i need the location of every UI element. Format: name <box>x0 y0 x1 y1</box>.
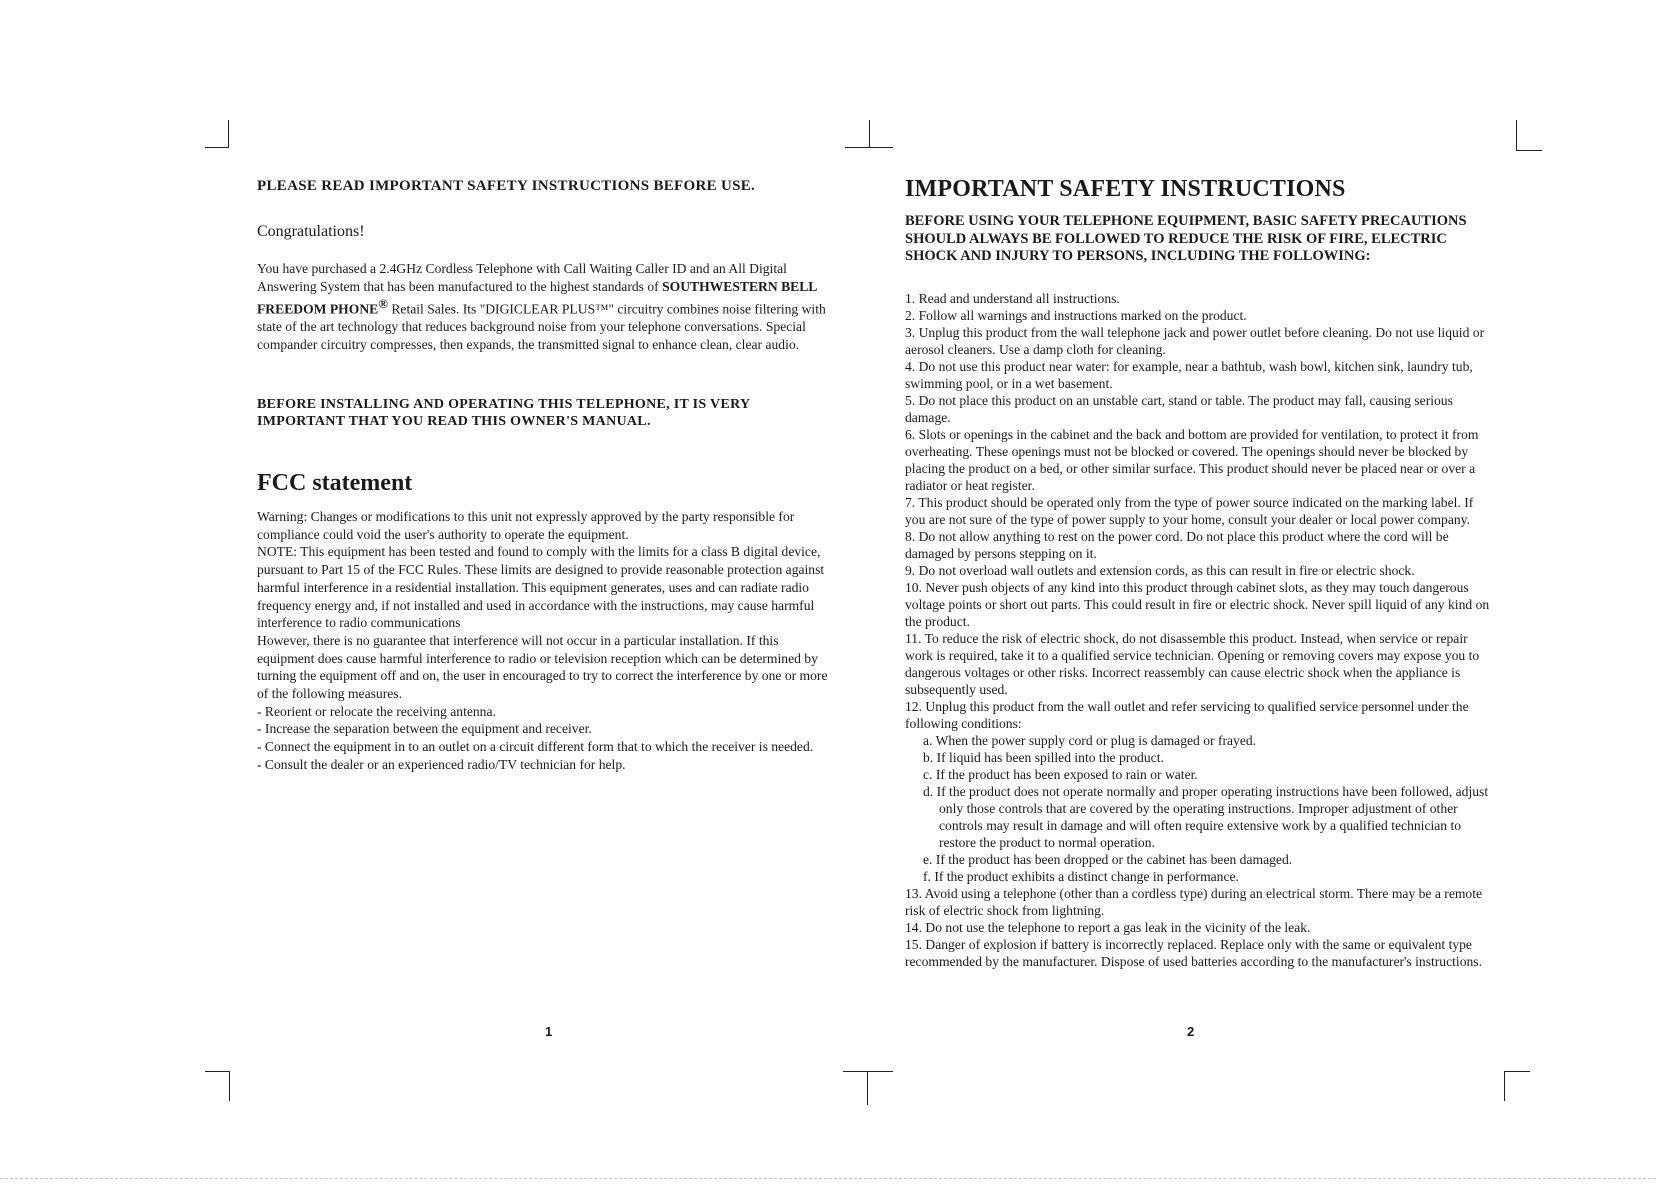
crop-mark-bottom-left <box>229 1071 230 1101</box>
fcc-warning-paragraph: Warning: Changes or modifications to this unit not expressly approved by the party responsible for compliance could void the user's authority to operate the equipment. <box>257 509 795 542</box>
intro-paragraph <box>257 260 832 354</box>
registration-mark-top <box>845 147 893 148</box>
page-number-left: 1 <box>545 1024 553 1039</box>
safety-sub-item: b. If liquid has been spilled into the product. <box>923 750 1164 765</box>
safety-item: 12. Unplug this product from the wall outlet and refer servicing to qualified service personnel under the following conditions: <box>905 699 1469 731</box>
crop-mark-top-right <box>1516 120 1517 151</box>
safety-sub-item: e. If the product has been dropped or the cabinet has been damaged. <box>923 852 1293 867</box>
safety-item: 4. Do not use this product near water: for example, near a bathtub, wash bowl, kitchen sink, laundry tub, swimming pool, or in a wet basement. <box>905 359 1473 391</box>
read-manual-notice: BEFORE INSTALLING AND OPERATING THIS TELEPHONE, IT IS VERY IMPORTANT THAT YOU READ THIS OWNER'S MANUAL. <box>257 397 750 429</box>
brand-name: SOUTHWESTERN BELL FREEDOM PHONE <box>257 278 817 317</box>
safety-item: 15. Danger of explosion if battery is incorrectly replaced. Replace only with the same or equivalent type recommended by the manufacturer. Dispose of used batteries according to the manufacturer's instructions. <box>905 937 1482 969</box>
safety-instructions-title: IMPORTANT SAFETY INSTRUCTIONS <box>905 176 1346 202</box>
safety-item: 14. Do not use the telephone to report a gas leak in the vicinity of the leak. <box>905 920 1311 935</box>
safety-item: 7. This product should be operated only from the type of power source indicated on the marking label. If you are not sure of the type of power supply to your home, consult your dealer or local power company. <box>905 495 1474 527</box>
fcc-note-paragraph: NOTE: This equipment has been tested and found to comply with the limits for a class B digital device, pursuant to Part 15 of the FCC Rules. These limits are designed to provide reasonable protection against harmful interference in a residential installation. This equipment generates, uses and can radiate radio frequency energy and, if not installed and used in accordance with the instructions, may cause harmful interference to radio communications <box>257 544 825 631</box>
fcc-however-paragraph: However, there is no guarantee that interference will not occur in a particular installation. If this equipment does cause harmful interference to radio or television reception which can be determined by turning the equipment off and on, the user in encouraged to try to correct the interference by one or more of the following measures. <box>257 632 828 702</box>
intro-part1: You have purchased a 2.4GHz Cordless Telephone with Call Waiting Caller ID and an All Digital Answering System that has been manufactured to the highest standards of <box>257 261 787 294</box>
registration-mark-bottom <box>867 1071 868 1105</box>
safety-item: 2. Follow all warnings and instructions marked on the product. <box>905 308 1247 323</box>
fcc-measure-item: - Connect the equipment in to an outlet on a circuit different form that to which the receiver is needed. <box>257 739 814 755</box>
registration-mark-bottom <box>843 1071 893 1072</box>
page-number-right: 2 <box>1187 1024 1195 1039</box>
scan-edge-line <box>0 1178 1656 1179</box>
crop-mark-top-right <box>1516 150 1542 151</box>
safety-precautions-subtitle: BEFORE USING YOUR TELEPHONE EQUIPMENT, BASIC SAFETY PRECAUTIONS SHOULD ALWAYS BE FOLLOWED TO REDUCE THE RISK OF FIRE, ELECTRIC SHOCK AND INJURY TO PERSONS, INCLUDING THE FOLLOWING: <box>905 213 1467 264</box>
fcc-measure-item: - Consult the dealer or an experienced radio/TV technician for help. <box>257 756 626 772</box>
fcc-measure-item: - Increase the separation between the equipment and receiver. <box>257 721 592 737</box>
safety-item: 6. Slots or openings in the cabinet and the back and bottom are provided for ventilation, to protect it from overheating. These openings must not be blocked or covered. The openings should never be blocked by placing the product on a bed, or other similar surface. This product should never be placed near or over a radiator or heat register. <box>905 427 1479 493</box>
safety-item: 10. Never push objects of any kind into this product through cabinet slots, as they may touch dangerous voltage points or short out parts. This could result in fire or electric shock. Never spill liquid of any kind on the product. <box>905 580 1490 629</box>
safety-instructions-list <box>905 290 1490 970</box>
crop-mark-bottom-right <box>1504 1071 1530 1072</box>
safety-item: 11. To reduce the risk of electric shock, do not disassemble this product. Instead, when service or repair work is required, take it to a qualified service technician. Opening or removing covers may expose you to dangerous voltages or other risks. Incorrect reassembly can cause electric shock when the appliance is subsequently used. <box>905 631 1480 697</box>
crop-mark-top-left <box>205 147 229 148</box>
safety-sub-item: f. If the product exhibits a distinct change in performance. <box>923 869 1239 884</box>
intro-part2: Retail Sales. Its "DIGICLEAR PLUS™" circuitry combines noise filtering with state of the art technology that reduces background noise from your telephone conversations. Special compander circuitry compresses, then expands, the transmitted signal to enhance clean, clear audio. <box>257 301 826 352</box>
crop-mark-top-left <box>228 120 229 147</box>
registered-mark: ® <box>378 296 388 312</box>
safety-item: 1. Read and understand all instructions. <box>905 291 1120 306</box>
safety-item: 8. Do not allow anything to rest on the power cord. Do not place this product where the cord will be damaged by persons stepping on it. <box>905 529 1449 561</box>
crop-mark-bottom-left <box>205 1071 230 1072</box>
fcc-statement-title: FCC statement <box>257 470 413 496</box>
safety-item: 13. Avoid using a telephone (other than a cordless type) during an electrical storm. There may be a remote risk of electric shock from lightning. <box>905 886 1483 918</box>
safety-notice-heading: PLEASE READ IMPORTANT SAFETY INSTRUCTIONS BEFORE USE. <box>257 178 756 194</box>
fcc-measure-item: - Reorient or relocate the receiving antenna. <box>257 703 496 719</box>
safety-item: 9. Do not overload wall outlets and extension cords, as this can result in fire or electric shock. <box>905 563 1415 578</box>
safety-sub-item: a. When the power supply cord or plug is damaged or frayed. <box>923 733 1257 748</box>
congratulations-text: Congratulations! <box>257 223 365 240</box>
safety-item: 3. Unplug this product from the wall telephone jack and power outlet before cleaning. Do not use liquid or aerosol cleaners. Use a damp cloth for cleaning. <box>905 325 1485 357</box>
safety-sub-item: d. If the product does not operate normally and proper operating instructions have been followed, adjust only those controls that are covered by the operating instructions. Improper adjustment of other controls may result in damage and will often require extensive work by a qualified technician to restore the product to normal operation. <box>923 784 1489 850</box>
registration-mark-top <box>869 120 870 147</box>
safety-sub-item: c. If the product has been exposed to rain or water. <box>923 767 1198 782</box>
crop-mark-bottom-right <box>1504 1071 1505 1101</box>
safety-item: 5. Do not place this product on an unstable cart, stand or table. The product may fall, causing serious damage. <box>905 393 1453 425</box>
fcc-statement-body <box>257 508 837 774</box>
